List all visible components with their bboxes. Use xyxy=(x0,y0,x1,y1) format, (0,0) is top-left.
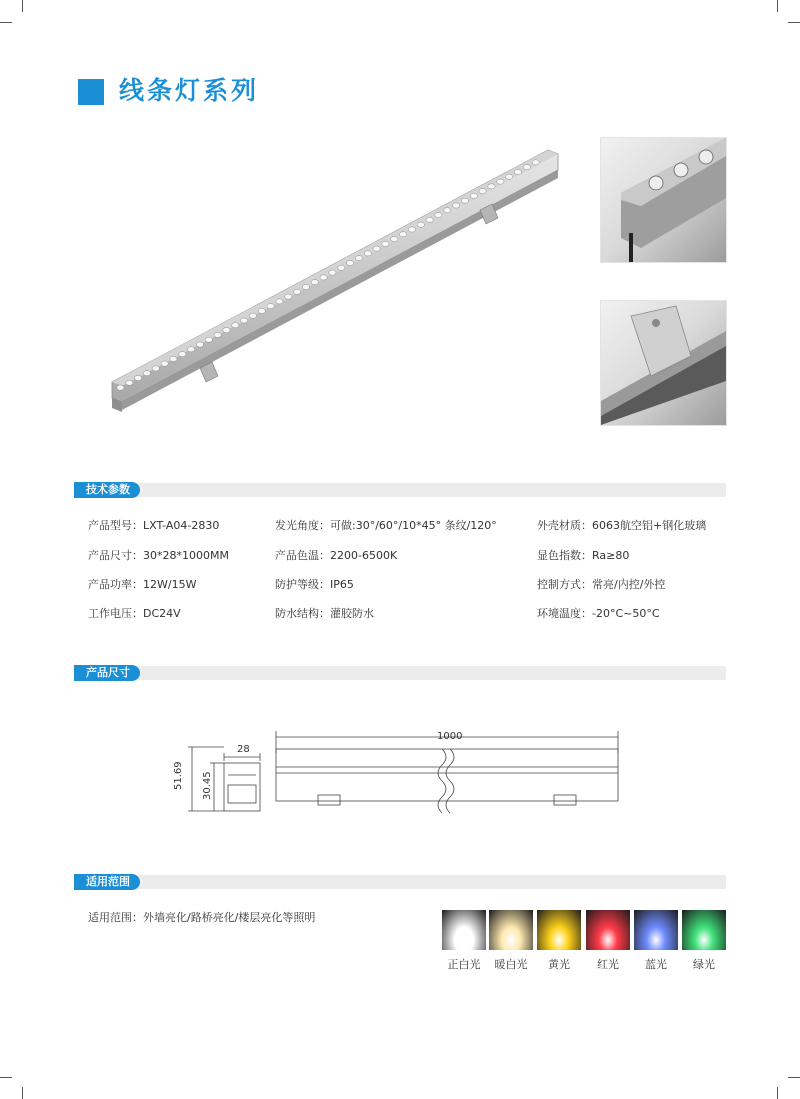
light-swatch-warm-white xyxy=(489,910,533,950)
led-bead xyxy=(461,198,468,203)
light-label-yellow: 黄光 xyxy=(548,958,570,971)
led-bead xyxy=(479,189,486,194)
led-bead xyxy=(488,184,495,189)
led-bead xyxy=(267,304,274,309)
spec-size: 产品尺寸：30*28*1000MM xyxy=(88,549,229,562)
light-label-green: 绿光 xyxy=(693,958,715,971)
led-bead xyxy=(373,246,380,251)
light-swatch-red xyxy=(586,910,630,950)
led-bead xyxy=(205,337,212,342)
light-label-red: 红光 xyxy=(597,958,619,971)
led-bead xyxy=(196,342,203,347)
led-bead xyxy=(497,179,504,184)
section-bar-specs xyxy=(74,483,726,497)
product-main-image xyxy=(100,140,570,420)
light-swatch-blue xyxy=(634,910,678,950)
section-bar-dims xyxy=(74,666,726,680)
led-bead xyxy=(329,270,336,275)
led-bead xyxy=(214,332,221,337)
led-bead xyxy=(232,323,239,328)
section-title-specs: 技术参数 xyxy=(74,482,140,498)
spec-voltage: 工作电压：DC24V xyxy=(88,607,181,620)
led-bead xyxy=(355,256,362,261)
crop-mark xyxy=(777,1087,778,1099)
crop-mark xyxy=(0,1077,12,1078)
led-bead xyxy=(444,208,451,213)
light-swatch-white xyxy=(442,910,486,950)
led-bead xyxy=(188,347,195,352)
section-title-dims: 产品尺寸 xyxy=(74,665,140,681)
page-title: 线条灯系列 xyxy=(119,76,260,105)
led-bead xyxy=(347,260,354,265)
led-bead xyxy=(470,193,477,198)
dimension-width-label: 28 xyxy=(237,744,250,755)
led-bead xyxy=(435,213,442,218)
light-label-blue: 蓝光 xyxy=(645,958,667,971)
spec-power: 产品功率：12W/15W xyxy=(88,578,197,591)
section-title-scope: 适用范围 xyxy=(74,874,140,890)
spec-waterproof: 防水结构：灌胶防水 xyxy=(275,607,374,620)
spec-cri: 显色指数：Ra≥80 xyxy=(537,549,630,562)
spec-beam-angle: 发光角度：可做:30°/60°/10*45° 条纹/120° xyxy=(275,519,497,532)
dimension-height-label: 51.69 xyxy=(173,761,184,790)
led-bead xyxy=(126,380,133,385)
dimension-inner-height-label: 30.45 xyxy=(202,771,213,800)
section-bar-scope xyxy=(74,875,726,889)
crop-mark xyxy=(788,22,800,23)
led-bead xyxy=(408,227,415,232)
light-label-warm-white: 暖白光 xyxy=(494,958,528,971)
led-bead xyxy=(311,280,318,285)
led-bead xyxy=(391,237,398,242)
led-bead xyxy=(532,160,539,165)
spec-control: 控制方式：常亮/内控/外控 xyxy=(537,578,666,591)
led-bead xyxy=(223,328,230,333)
crop-mark xyxy=(22,1087,23,1099)
title-square-icon xyxy=(78,79,104,105)
led-bead xyxy=(400,232,407,237)
spec-ip-rating: 防护等级：IP65 xyxy=(275,578,354,591)
led-bead xyxy=(258,308,265,313)
led-bead xyxy=(302,284,309,289)
product-detail-photo-bracket xyxy=(600,300,727,426)
crop-mark xyxy=(788,1077,800,1078)
spec-ambient-temp: 环境温度：-20°C~50°C xyxy=(537,607,660,620)
crop-mark xyxy=(22,0,23,12)
led-bead xyxy=(285,294,292,299)
led-bead xyxy=(320,275,327,280)
led-bead xyxy=(294,289,301,294)
led-bead xyxy=(364,251,371,256)
dimension-cross-section xyxy=(180,735,270,825)
led-bead xyxy=(152,366,159,371)
product-detail-photo-end xyxy=(600,137,727,263)
crop-mark xyxy=(777,0,778,12)
led-bead xyxy=(506,174,513,179)
spec-model: 产品型号：LXT-A04-2830 xyxy=(88,519,220,532)
led-bead xyxy=(514,169,521,174)
led-bead xyxy=(276,299,283,304)
led-bead xyxy=(382,241,389,246)
led-bead xyxy=(249,313,256,318)
led-bead xyxy=(161,361,168,366)
light-swatch-green xyxy=(682,910,726,950)
led-bead xyxy=(523,165,530,170)
led-bead xyxy=(338,265,345,270)
crop-mark xyxy=(0,22,12,23)
light-label-white: 正白光 xyxy=(447,958,481,971)
led-bead xyxy=(417,222,424,227)
led-bead xyxy=(179,352,186,357)
led-bead xyxy=(117,385,124,390)
led-bead xyxy=(453,203,460,208)
led-bead xyxy=(143,371,150,376)
led-bead xyxy=(170,356,177,361)
led-bead xyxy=(241,318,248,323)
led-bead xyxy=(426,217,433,222)
spec-color-temp: 产品色温：2200-6500K xyxy=(275,549,398,562)
scope-text: 适用范围：外墙亮化/路桥亮化/楼层亮化等照明 xyxy=(88,911,316,924)
spec-housing: 外壳材质：6063航空铝+钢化玻璃 xyxy=(537,519,707,532)
light-swatch-yellow xyxy=(537,910,581,950)
dimension-length-label: 1000 xyxy=(437,731,463,742)
led-bead xyxy=(135,375,142,380)
